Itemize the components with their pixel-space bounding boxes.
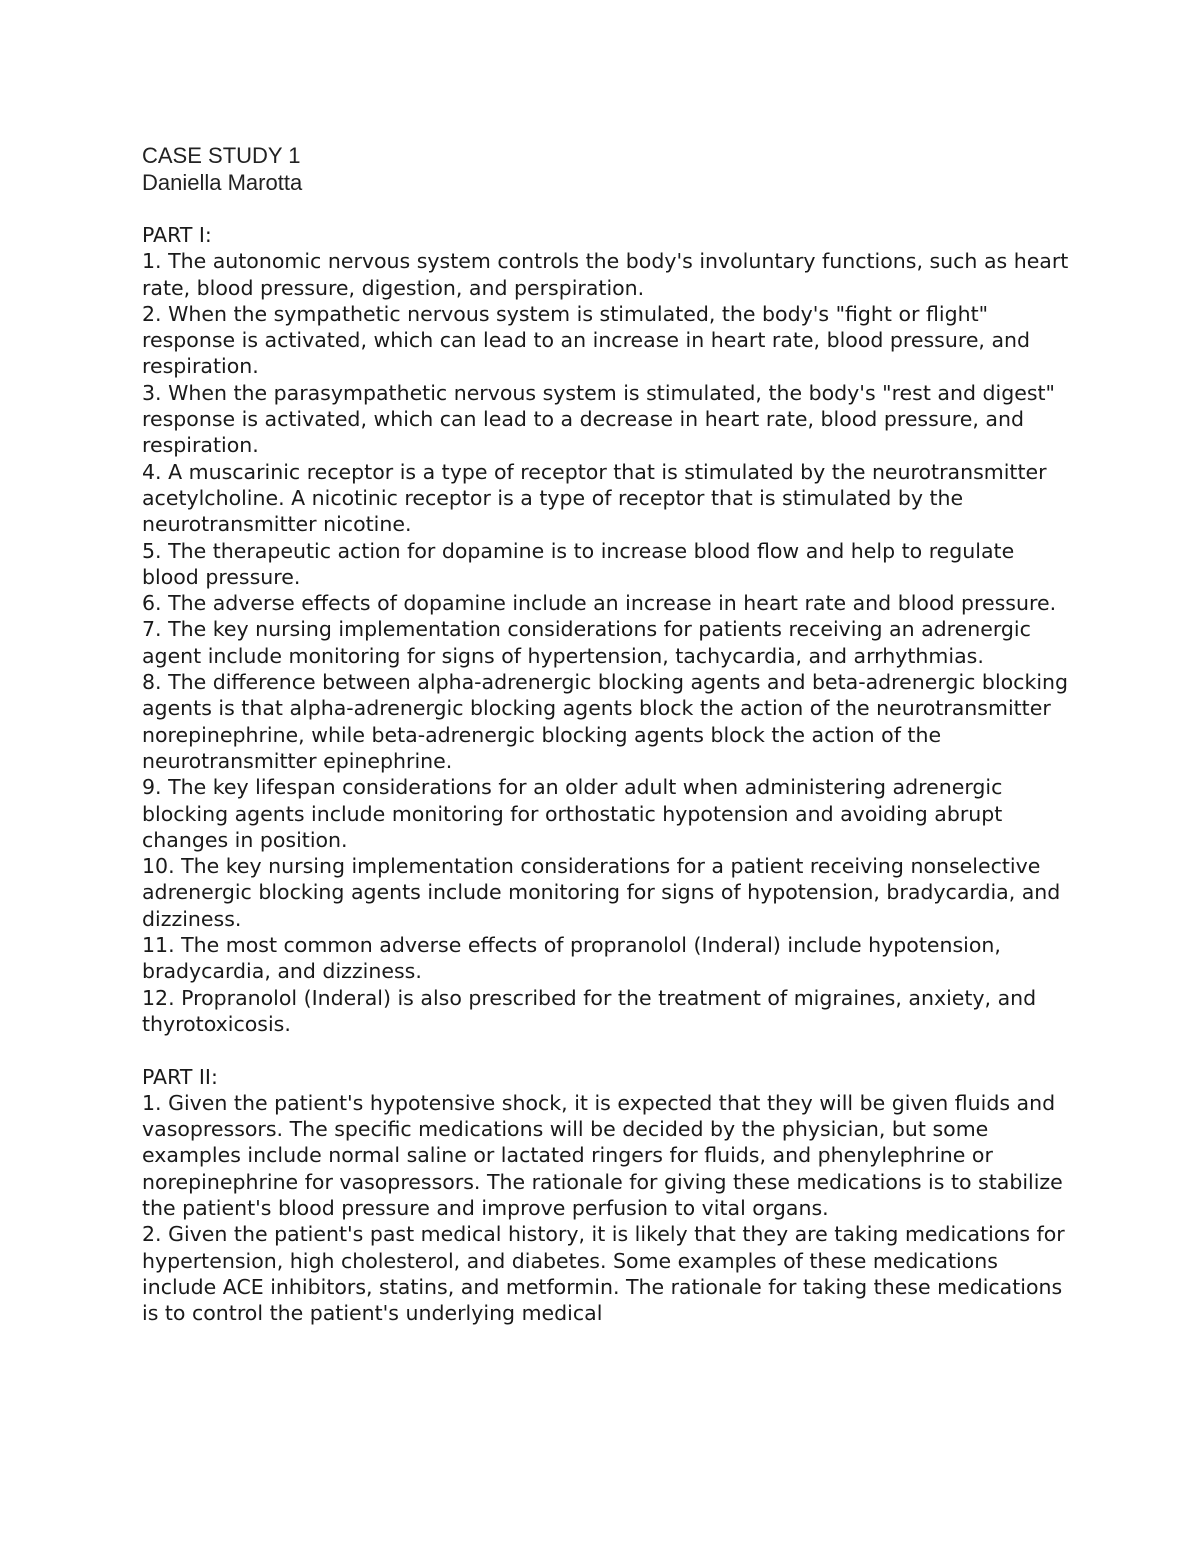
part-2-item-1: 1. Given the patient's hypotensive shock, it is expected that they will be given fluids and vasopressors. The specific medications will be decided by the physician, but some examples include normal saline or lactated ringers for fluids, and phenylephrine or norepinephrine for vasopressors. The rationale for giving these medications is to stabilize the patient's blood pressure and improve perfusion to vital organs. bbox=[142, 1090, 1063, 1220]
part-1-item-10: 10. The key nursing implementation considerations for a patient receiving nonselective adrenergic blocking agents include monitoring for signs of hypotension, bradycardia, and dizziness. bbox=[142, 854, 1061, 931]
part-1-item-12: 12. Propranolol (Inderal) is also prescribed for the treatment of migraines, anxiety, and thyrotoxicosis. bbox=[142, 985, 1037, 1036]
author-name: Daniella Marotta bbox=[142, 170, 303, 195]
part-1-heading: PART I: bbox=[142, 223, 212, 247]
part-1-item-3: 3. When the parasympathetic nervous system is stimulated, the body's "rest and digest" response is activated, which can lead to a decrease in heart rate, blood pressure, and respiration. bbox=[142, 380, 1055, 458]
part-2-section bbox=[142, 1064, 1072, 1327]
part-1-item-9: 9. The key lifespan considerations for an older adult when administering adrenergic blocking agents include monitoring for orthostatic hypotension and avoiding abrupt changes in position. bbox=[142, 775, 1003, 852]
part-1-item-8: 8. The difference between alpha-adrenergic blocking agents and beta-adrenergic blocking agents is that alpha-adrenergic blocking agents block the action of the neurotransmitter norepinephrine, while beta-adrenergic blocking agents block the action of the neurotransmitter epinephrine. bbox=[142, 670, 1069, 773]
document-page bbox=[142, 142, 1072, 1326]
part-1-item-1: 1. The autonomic nervous system controls the body's involuntary functions, such as heart rate, blood pressure, digestion, and perspiration. bbox=[142, 249, 1069, 300]
part-1-item-7: 7. The key nursing implementation considerations for patients receiving an adrenergic agent include monitoring for signs of hypertension, tachycardia, and arrhythmias. bbox=[142, 617, 1031, 668]
part-2-heading: PART II: bbox=[142, 1064, 218, 1089]
part-1-item-2: 2. When the sympathetic nervous system is stimulated, the body's "fight or flight" response is activated, which can lead to an increase in heart rate, blood pressure, and respiration. bbox=[142, 301, 1031, 379]
part-1-item-4: 4. A muscarinic receptor is a type of receptor that is stimulated by the neurotransmitter acetylcholine. A nicotinic receptor is a type of receptor that is stimulated by the neurotransmitter nicotine. bbox=[142, 459, 1047, 537]
part-1-item-6: 6. The adverse effects of dopamine include an increase in heart rate and blood pressure. bbox=[142, 591, 1057, 616]
part-1-item-11: 11. The most common adverse effects of propranolol (Inderal) include hypotension, bradycardia, and dizziness. bbox=[142, 933, 1001, 984]
document-title: CASE STUDY 1 bbox=[142, 143, 301, 168]
part-1-section bbox=[142, 222, 1072, 1037]
section-gap bbox=[142, 1037, 1072, 1063]
part-1-item-5: 5. The therapeutic action for dopamine is to increase blood flow and help to regulate blood pressure. bbox=[142, 538, 1015, 589]
part-2-item-2: 2. Given the patient's past medical history, it is likely that they are taking medications for hypertension, high cholesterol, and diabetes. Some examples of these medications include ACE inhibitors, statins, and metformin. The rationale for taking these medications is to control the patient's underlying medical bbox=[142, 1222, 1065, 1326]
spacer bbox=[142, 196, 1072, 222]
